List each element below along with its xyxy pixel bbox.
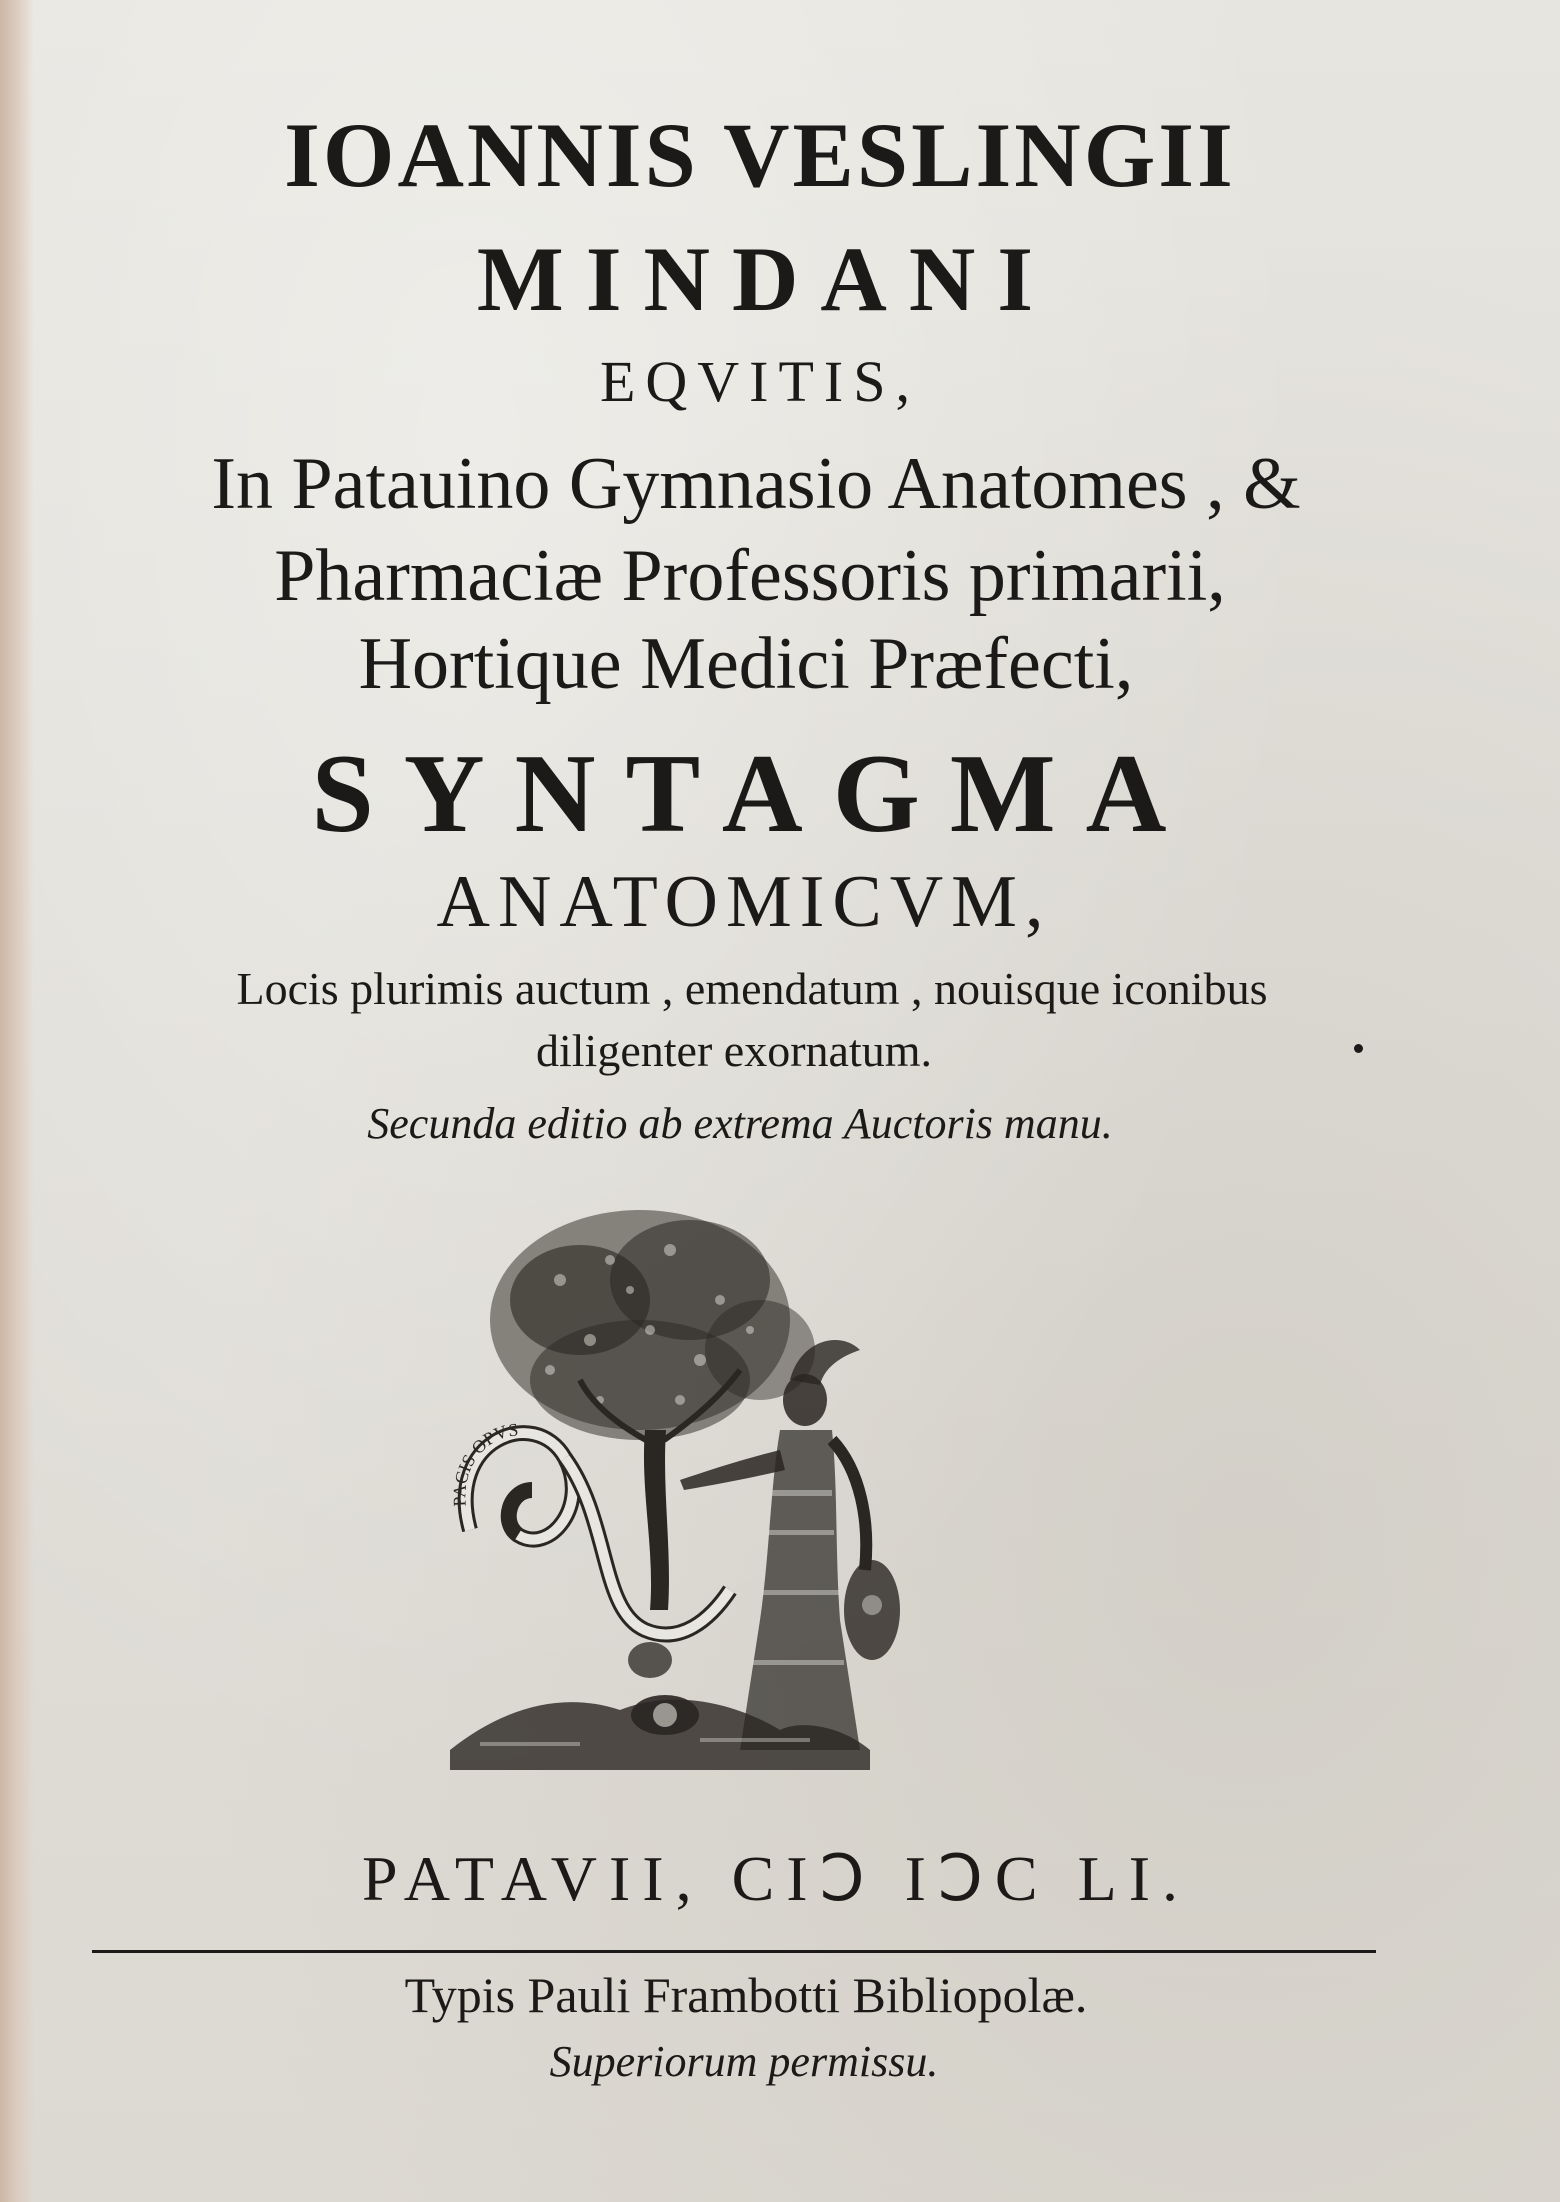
permission-statement: Superiorum permissu.	[549, 2037, 939, 2086]
motto-ribbon-icon	[449, 1419, 730, 1634]
device-motto: PACIS OPVS	[449, 1419, 520, 1507]
imprint-place-date: PATAVII, CIↃ IↃC LI.	[361, 1843, 1191, 1914]
description-line-2: diligenter exornatum.	[536, 1025, 932, 1076]
edition-statement: Secunda editio ab extrema Auctoris manu.	[367, 1099, 1113, 1148]
tree-trunk-icon	[644, 1430, 669, 1610]
work-title: SYNTAGMA	[311, 732, 1197, 856]
description-line-1: Locis plurimis auctum , emendatum , nouisque iconibus	[236, 963, 1268, 1014]
affiliation-line-1: In Patauino Gymnasio Anatomes , &	[211, 443, 1301, 525]
author-rank: EQVITIS,	[599, 349, 920, 414]
stray-ink-dot	[1354, 1044, 1363, 1053]
printer-statement: Typis Pauli Frambotti Bibliopolæ.	[404, 1967, 1088, 2023]
tree-canopy-icon	[490, 1210, 815, 1440]
horizontal-rule	[92, 1950, 1376, 1953]
affiliation-line-3: Hortique Medici Præfecti,	[358, 623, 1134, 705]
author-name: IOANNIS VESLINGII	[284, 104, 1236, 206]
work-subtitle: ANATOMICVM,	[436, 861, 1052, 943]
affiliation-line-2: Pharmaciæ Professoris primarii,	[274, 535, 1226, 617]
printers-device-woodcut	[440, 1190, 980, 1810]
author-origin: MINDANI	[476, 228, 1056, 330]
